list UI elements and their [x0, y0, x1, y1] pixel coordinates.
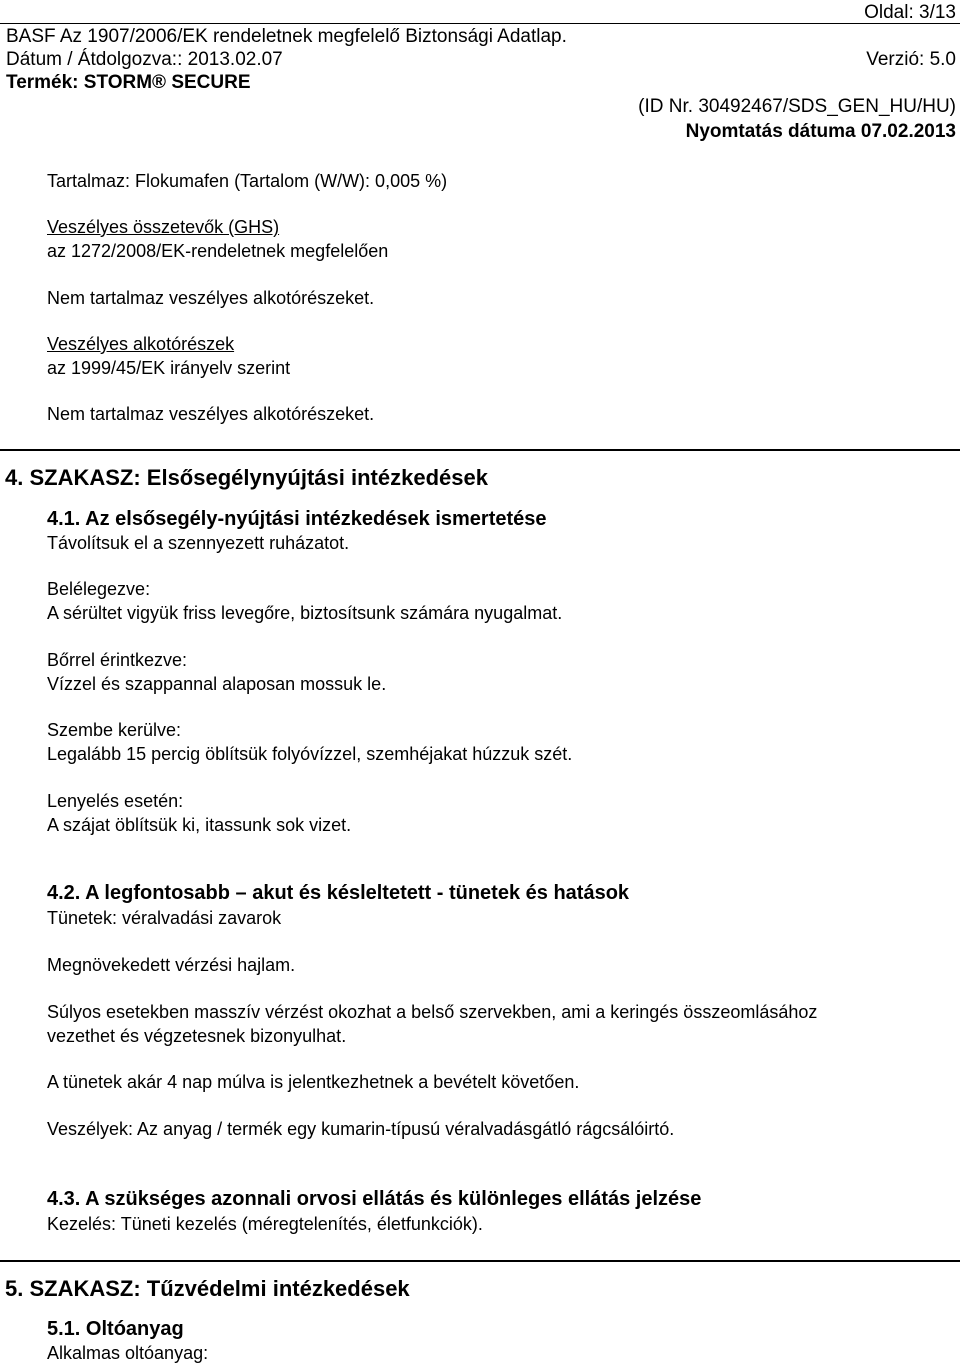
subsection-4-1-title: 4.1. Az elsősegély-nyújtási intézkedések ismertetése [47, 508, 547, 530]
section-5-title: 5. SZAKASZ: Tűzvédelmi intézkedések [5, 1276, 410, 1301]
delay-line: A tünetek akár 4 nap múlva is jelentkezhetnek a bevételt követően. [47, 1072, 580, 1092]
product-name: Termék: STORM® SECURE [6, 72, 251, 93]
ingestion-text: A szájat öblítsük ki, itassunk sok vizet. [47, 815, 352, 835]
ghs-subheading: az 1272/2008/EK-rendeletnek megfelelően [47, 241, 389, 261]
document-title: BASF Az 1907/2006/EK rendeletnek megfelelő Biztonsági Adatlap. [6, 26, 567, 47]
section-4-title: 4. SZAKASZ: Elsősegélynyújtási intézkedések [5, 465, 488, 490]
document-id: (ID Nr. 30492467/SDS_GEN_HU/HU) [638, 96, 956, 117]
symptoms-line: Tünetek: véralvadási zavarok [47, 908, 282, 928]
print-date: Nyomtatás dátuma 07.02.2013 [685, 121, 956, 142]
directive-heading: Veszélyes alkotórészek [47, 334, 235, 354]
directive-none: Nem tartalmaz veszélyes alkotórészeket. [47, 404, 375, 424]
general-advice: Távolítsuk el a szennyezett ruházatot. [47, 533, 350, 553]
severe-line-2: vezethet és végzetesnek bizonyulhat. [47, 1026, 347, 1046]
inhalation-label: Belélegezve: [47, 579, 151, 599]
revision-date: Dátum / Átdolgozva:: 2013.02.07 [6, 49, 283, 70]
contains-line: Tartalmaz: Flokumafen (Tartalom (W/W): 0,005 %) [47, 171, 448, 191]
directive-subheading: az 1999/45/EK irányelv szerint [47, 358, 291, 378]
eye-contact-text: Legalább 15 percig öblítsük folyóvízzel, szemhéjakat húzzuk szét. [47, 744, 573, 764]
subsection-4-3-title: 4.3. A szükséges azonnali orvosi ellátás és különleges ellátás jelzése [47, 1188, 702, 1210]
section-divider [0, 449, 960, 451]
inhalation-text: A sérültet vigyük friss levegőre, biztosítsunk számára nyugalmat. [47, 603, 563, 623]
header-divider [0, 23, 960, 24]
version: Verzió: 5.0 [866, 49, 956, 70]
suitable-media-label: Alkalmas oltóanyag: [47, 1343, 209, 1363]
eye-contact-label: Szembe kerülve: [47, 720, 182, 740]
treatment-line: Kezelés: Tüneti kezelés (méregtelenítés, életfunkciók). [47, 1214, 483, 1234]
page-number: Oldal: 3/13 [864, 2, 956, 23]
subsection-5-1-title: 5.1. Oltóanyag [47, 1318, 184, 1340]
subsection-4-2-title: 4.2. A legfontosabb – akut és késleltetett - tünetek és hatások [47, 882, 630, 904]
skin-contact-label: Bőrrel érintkezve: [47, 650, 188, 670]
skin-contact-text: Vízzel és szappannal alaposan mossuk le. [47, 674, 387, 694]
hazards-line: Veszélyek: Az anyag / termék egy kumarin-típusú véralvadásgátló rágcsálóirtó. [47, 1119, 675, 1139]
bleeding-line: Megnövekedett vérzési hajlam. [47, 955, 296, 975]
ingestion-label: Lenyelés esetén: [47, 791, 184, 811]
section-divider [0, 1260, 960, 1262]
ghs-none: Nem tartalmaz veszélyes alkotórészeket. [47, 288, 375, 308]
severe-line-1: Súlyos esetekben masszív vérzést okozhat a belső szervekben, ami a keringés összeomlásához [47, 1002, 818, 1022]
ghs-heading: Veszélyes összetevők (GHS) [47, 217, 280, 237]
